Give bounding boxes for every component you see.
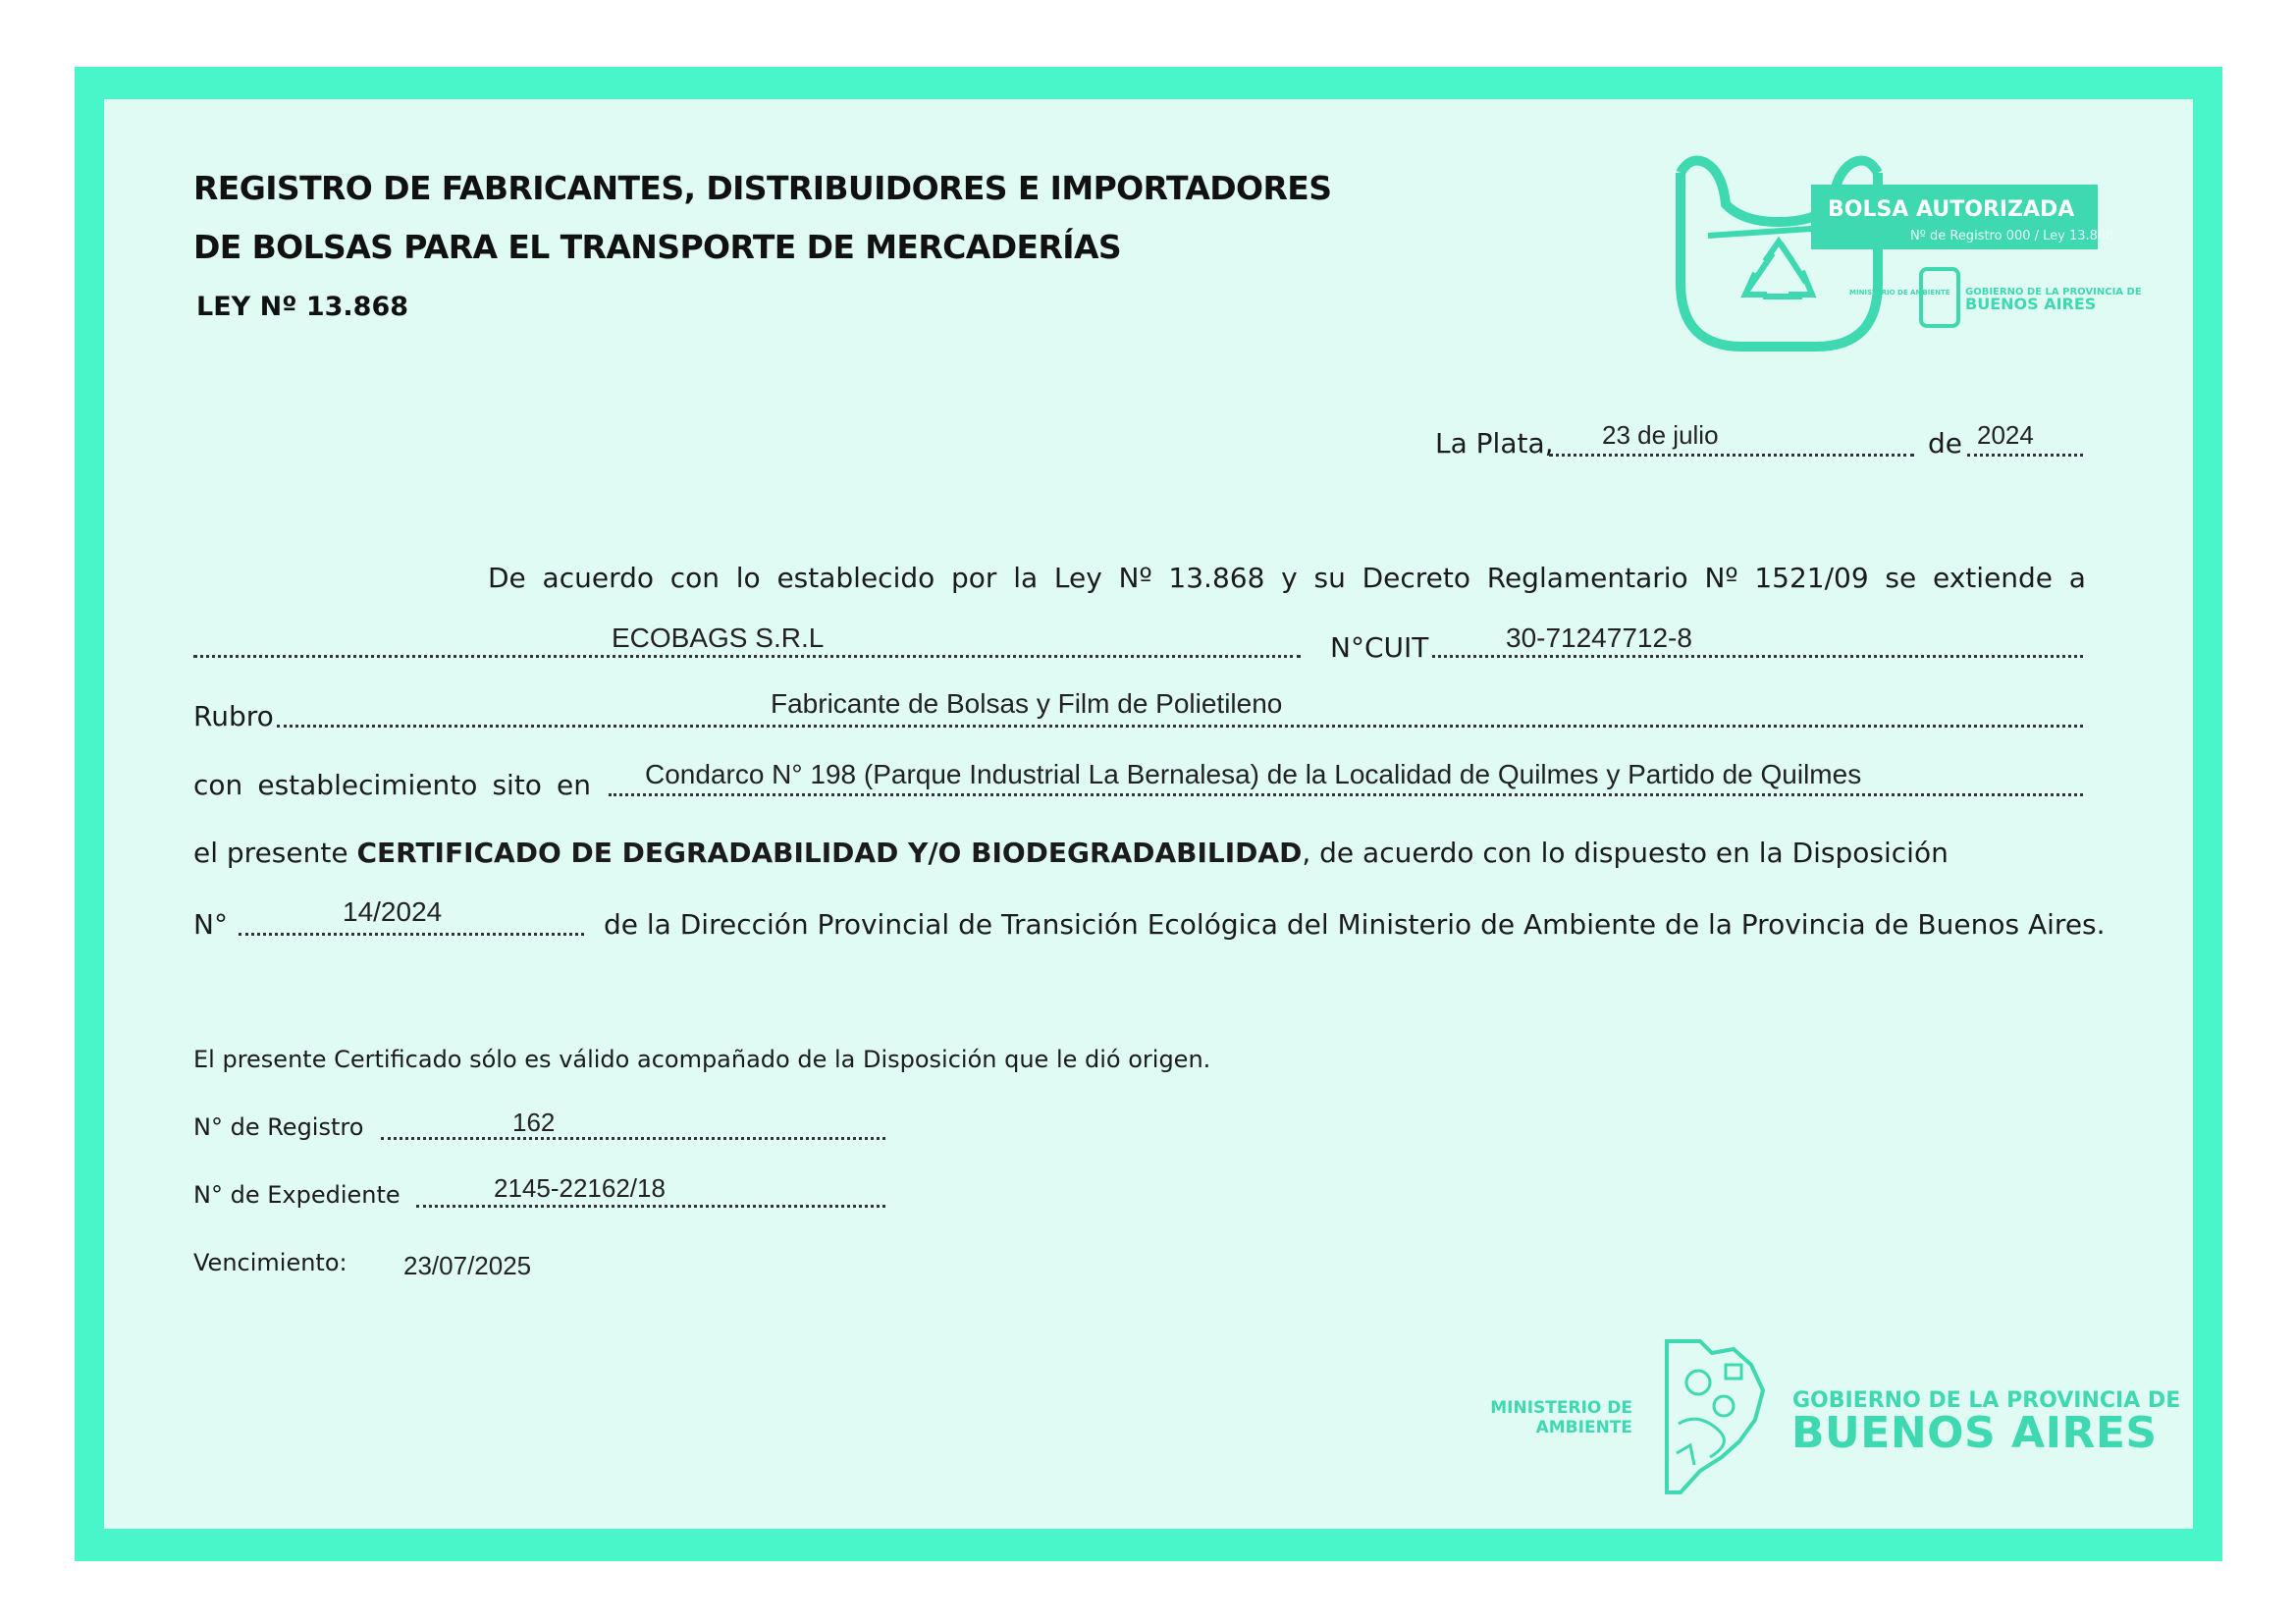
intro-word: acuerdo [542, 562, 654, 594]
intro-word: su [1313, 562, 1346, 594]
badge-gov-line2: BUENOS AIRES [1965, 295, 2097, 313]
intro-word: se [1885, 562, 1917, 594]
law-number: LEY Nº 13.868 [196, 292, 409, 322]
present-suffix: , de acuerdo con lo dispuesto en la Disposición [1302, 837, 1949, 869]
registry-label: N° de Registro [193, 1113, 364, 1141]
page-title-line2: DE BOLSAS PARA EL TRANSPORTE DE MERCADERÍAS [193, 228, 1122, 266]
establishment-label [193, 769, 591, 801]
intro-word: lo [735, 562, 761, 594]
certificate-sentence [193, 837, 2083, 869]
expiry-value: 23/07/2025 [403, 1251, 532, 1280]
intro-word: extiende [1933, 562, 2054, 594]
authorized-bag-badge [1669, 145, 2142, 356]
gov-logo-line1: GOBIERNO DE LA PROVINCIA DE [1792, 1388, 2181, 1413]
certificate-name: CERTIFICADO DE DEGRADABILIDAD Y/O BIODEGRADABILIDAD [356, 837, 1303, 869]
cuit-dotted-line [1432, 655, 2083, 658]
intro-word: Reglamentario [1486, 562, 1688, 594]
province-map-icon [1661, 1335, 1769, 1497]
file-dotted-line [416, 1205, 885, 1208]
gov-logo-line2: BUENOS AIRES [1791, 1408, 2158, 1458]
disposition-suffix: de la Dirección Provincial de Transición Ecológica del Ministerio de Ambiente de la Provincia de Buenos Aires. [604, 908, 2106, 941]
expiry-label: Vencimiento: [193, 1249, 347, 1276]
cuit-value: 30-71247712-8 [1506, 623, 1692, 653]
intro-text [488, 562, 2086, 594]
rubro-value: Fabricante de Bolsas y Film de Polietileno [771, 688, 1283, 719]
ministry-line2: AMBIENTE [1535, 1418, 1632, 1437]
city-label: La Plata, [1435, 427, 1554, 460]
intro-word: De [488, 562, 526, 594]
badge-gov-line1: GOBIERNO DE LA PROVINCIA DE [1965, 287, 2142, 298]
year-value: 2024 [1977, 420, 2034, 450]
recycle-icon [1745, 242, 1812, 297]
registry-value: 162 [512, 1108, 556, 1137]
shopping-bag-icon [1669, 145, 2142, 356]
company-name: ECOBAGS S.R.L [612, 623, 825, 653]
ministry-line1: MINISTERIO DE [1490, 1398, 1632, 1418]
establishment-word: en [557, 769, 591, 801]
intro-word: Nº [1118, 562, 1152, 594]
intro-word: la [1013, 562, 1039, 594]
present-prefix: el presente [193, 837, 357, 869]
page-title-line1: REGISTRO DE FABRICANTES, DISTRIBUIDORES E IMPORTADORES [193, 169, 1332, 207]
establishment-value: Condarco N° 198 (Parque Industrial La Bernalesa) de la Localidad de Quilmes y Partido de Quilmes [645, 759, 1862, 789]
badge-ministry: MINISTERIO DE AMBIENTE [1849, 289, 1950, 297]
year-dotted-line [1967, 454, 2083, 457]
intro-word: establecido [776, 562, 935, 594]
intro-word: 13.868 [1168, 562, 1265, 594]
disposition-label: N° [193, 908, 228, 941]
badge-subtitle: Nº de Registro 000 / Ley 13.868 [1910, 229, 2114, 244]
registry-dotted-line [381, 1137, 885, 1140]
file-label: N° de Expediente [193, 1181, 400, 1209]
intro-word: por [951, 562, 997, 594]
company-dotted-line [193, 655, 1301, 658]
rubro-dotted-line [277, 725, 2083, 728]
intro-word: Nº [1704, 562, 1738, 594]
establishment-word: sito [492, 769, 542, 801]
disposition-value: 14/2024 [343, 896, 443, 927]
year-label: de [1928, 427, 1962, 460]
disposition-dotted-line [239, 933, 584, 936]
file-value: 2145-22162/18 [494, 1173, 666, 1203]
cuit-label: N°CUIT [1330, 631, 1429, 664]
date-dotted-line [1549, 454, 1914, 457]
intro-word: con [669, 562, 721, 594]
intro-word: y [1281, 562, 1298, 594]
date-value: 23 de julio [1602, 420, 1719, 450]
establishment-dotted-line [609, 793, 2083, 796]
badge-title: BOLSA AUTORIZADA [1828, 197, 2075, 222]
intro-word: 1521/09 [1754, 562, 1869, 594]
establishment-word: establecimiento [257, 769, 478, 801]
ministry-logo-text [1487, 1398, 1632, 1437]
province-map-icon [1921, 269, 1958, 326]
intro-word: Ley [1053, 562, 1102, 594]
rubro-label: Rubro [193, 700, 274, 732]
intro-word: a [2068, 562, 2086, 594]
establishment-word: con [193, 769, 243, 801]
validity-note: El presente Certificado sólo es válido acompañado de la Disposición que le dió origen. [193, 1046, 1211, 1073]
intro-word: Decreto [1362, 562, 1470, 594]
